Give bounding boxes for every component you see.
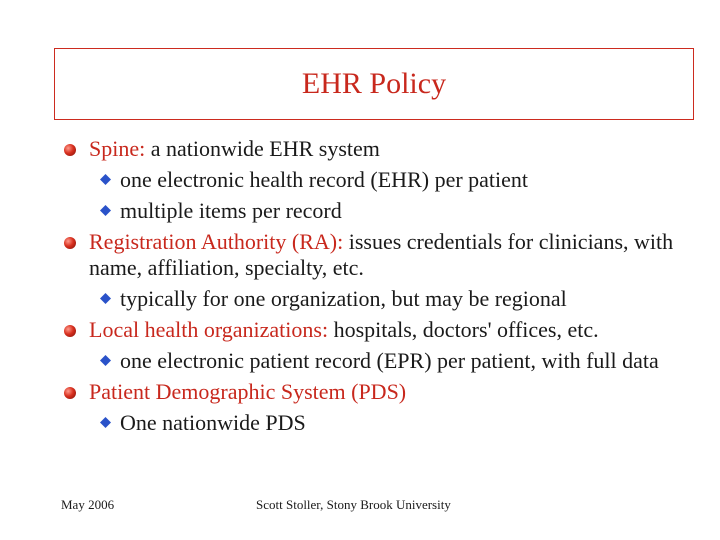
bullet-item	[62, 379, 682, 405]
bullet-text: hospitals, doctors' offices, etc.	[328, 317, 599, 342]
bullet-text: issues credentials for clinicians, with name, affiliation, specialty, etc.	[89, 229, 674, 280]
blue-diamond-bullet-icon	[100, 417, 111, 428]
blue-diamond-bullet-icon	[100, 174, 111, 185]
blue-diamond-bullet-icon	[100, 355, 111, 366]
red-ball-bullet-icon	[64, 237, 76, 249]
bullet-item	[62, 317, 682, 343]
red-ball-bullet-icon	[64, 387, 76, 399]
bullet-accent-text: Spine:	[89, 136, 146, 161]
red-ball-bullet-icon	[64, 325, 76, 337]
bullet-item	[62, 136, 682, 162]
bullet-item	[62, 229, 682, 281]
slide-title: EHR Policy	[301, 67, 447, 100]
red-ball-bullet-icon	[64, 144, 76, 156]
blue-diamond-bullet-icon	[100, 293, 111, 304]
sub-bullet-text: one electronic patient record (EPR) per patient, with full data	[120, 348, 659, 373]
sub-bullet-item	[62, 348, 682, 374]
bullet-list	[62, 136, 682, 436]
sub-bullet-item	[62, 286, 682, 312]
sub-bullet-text: one electronic health record (EHR) per patient	[120, 167, 529, 192]
blue-diamond-bullet-icon	[100, 205, 111, 216]
bullet-accent-text: Registration Authority (RA):	[89, 229, 344, 254]
sub-bullet-text: One nationwide PDS	[120, 410, 306, 435]
sub-bullet-item	[62, 167, 682, 193]
bullet-text: a nationwide EHR system	[145, 136, 380, 161]
sub-bullet-item	[62, 410, 682, 436]
sub-bullet-item	[62, 198, 682, 224]
bullet-accent-text: Local health organizations:	[89, 317, 329, 342]
sub-bullet-text: multiple items per record	[120, 198, 342, 223]
bullet-accent-text: Patient Demographic System (PDS)	[89, 379, 407, 404]
sub-bullet-text: typically for one organization, but may be regional	[120, 286, 567, 311]
footer-author: Scott Stoller, Stony Brook University	[256, 497, 451, 512]
title-frame	[54, 48, 694, 120]
footer-date: May 2006	[61, 497, 115, 512]
